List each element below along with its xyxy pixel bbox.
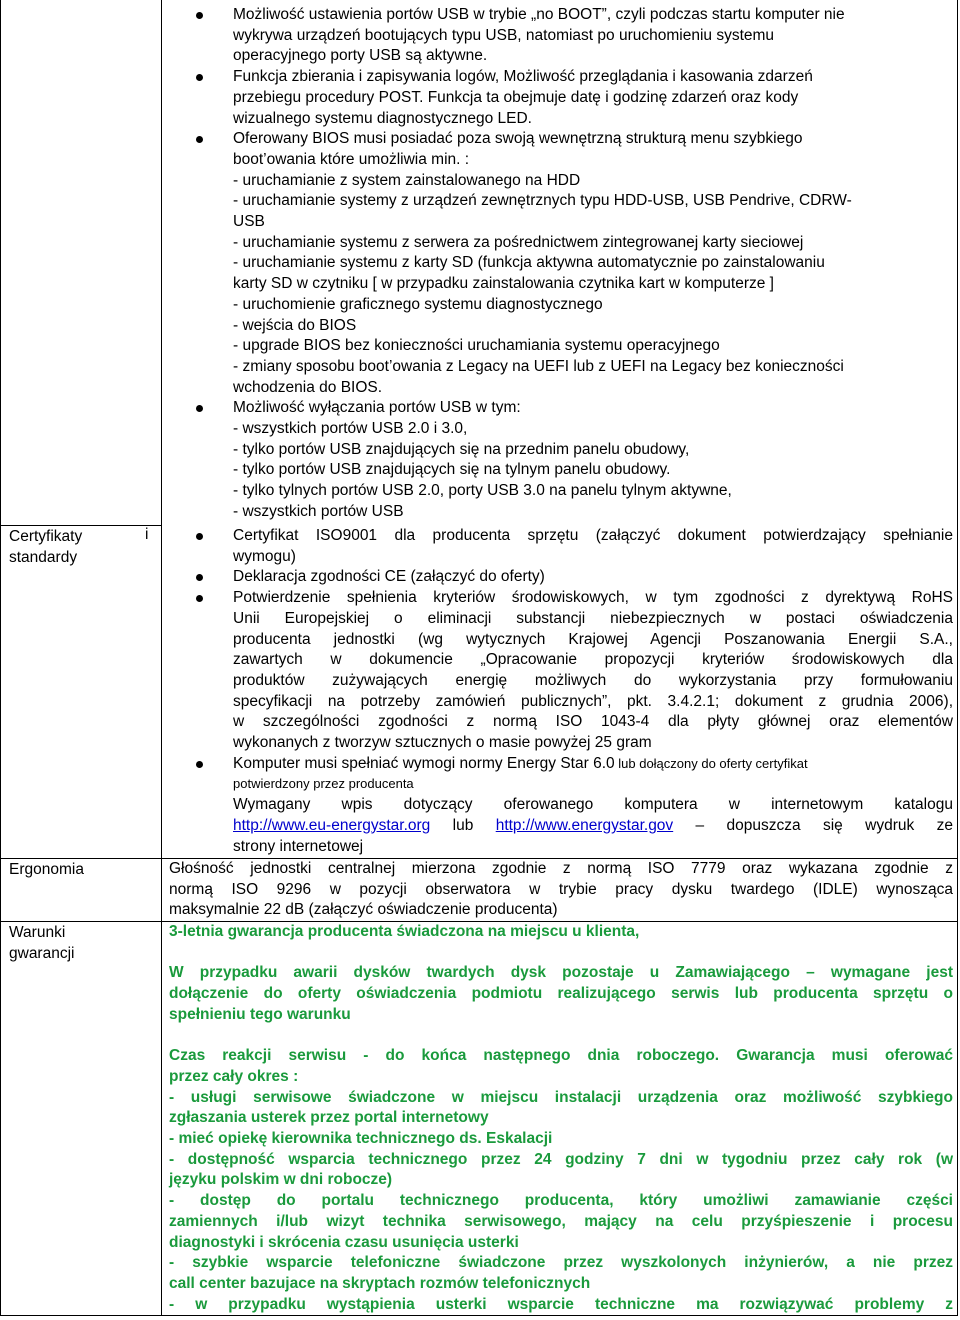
text-line: Unii Europejskiej o eliminacji substancji niebezpiecznych w postaci oświadczenia (233, 609, 953, 627)
text-line: wizualnego systemu diagnostycznego LED. (233, 109, 532, 127)
text-line: - tylko portów USB znajdujących się na tylnym panelu obudowy. (233, 461, 671, 479)
text-line: - wszystkich portów USB (233, 502, 404, 520)
text-line: specyfikacji na potrzeby zamówień publicznych”, pkt. 3.4.2.1; dokument z grudnia 2006), (233, 692, 953, 710)
energystar-link[interactable]: http://www.energystar.gov (495, 816, 674, 834)
text-line: Możliwość wyłączania portów USB w tym: (233, 399, 521, 417)
text-line: potwierdzony przez producenta (233, 776, 414, 792)
text-line: - tylko portów USB znajdujących się na przednim panelu obudowy, (233, 440, 690, 458)
text-line: wymogu) (233, 547, 296, 565)
text-line: Deklaracja zgodności CE (załączyć do oferty) (233, 568, 545, 586)
bios-features-section (233, 5, 955, 523)
text-line: boot’owania które umożliwia min. : (233, 150, 470, 168)
text-line: Oferowany BIOS musi posiadać poza swoją wewnętrzną strukturą menu szybkiego (233, 130, 803, 148)
text-line: - upgrade BIOS bez konieczności uruchamiania systemu operacyjnego (233, 337, 720, 355)
text-line: zgłaszania usterek przez portal internetowy (169, 1109, 489, 1127)
row-label-certificates (9, 526, 82, 568)
certificate-note: lub dołączony do oferty certyfikat (614, 755, 808, 771)
text-line: Czas reakcji serwisu - do końca następnego dnia roboczego. Gwarancja musi oferować (169, 1047, 953, 1065)
text-line: - uruchamianie systemu z serwera za pośrednictwem zintegrowanej karty sieciowej (233, 233, 804, 251)
bullet-energy-star (233, 754, 953, 858)
warranty-section (169, 922, 953, 1315)
text-line: - mieć opiekę kierownika technicznego ds. Eskalacji (169, 1130, 553, 1147)
text-line: - zmiany sposobu boot’owania z Legacy na UEFI lub z UEFI na Legacy bez konieczności (233, 357, 844, 375)
text-line: dołączenie do oferty oświadczenia podmiotu realizującego serwis lub producenta sprzętu o (169, 985, 953, 1003)
ergonomics-section (169, 859, 953, 921)
text-line: call center bazujace na skryptach rozmów telefonicznych (169, 1274, 591, 1292)
text-line: diagnostyki i skrócenia czasu usunięcia usterki (169, 1233, 519, 1251)
text-line: producenta jednostki (wg wytycznych Krajowej Agencji Poszanowania Energii S.A., (233, 630, 953, 648)
label-line: gwarancji (9, 945, 75, 962)
text-line (233, 816, 953, 837)
text-line: - dostęp do portalu technicznego producenta, który umożliwi zamawianie części (169, 1192, 953, 1210)
text-line: maksymalnie 22 dB (załączyć oświadczenie producenta) (169, 901, 558, 919)
row-label-ergonomics: Ergonomia (9, 861, 84, 878)
text-rest: – dopuszcza się wydruk ze (673, 816, 953, 834)
text-line: Głośność jednostki centralnej mierzona zgodnie z normą ISO 7779 oraz wykazana zgodnie z (169, 860, 953, 877)
bullet-ce (233, 567, 953, 588)
text-line: - dostępność wsparcia technicznego przez 24 godziny 7 dni w tygodniu przez cały rok (w (169, 1150, 953, 1168)
bullet-post-logs (233, 67, 955, 129)
label-line: standardy (9, 549, 78, 566)
text-line: karty SD w czytniku [ w przypadku zainstalowania czytnika kart w komputerze ] (233, 275, 774, 293)
text-line: - tylko tylnych portów USB 2.0, porty USB 3.0 na panelu tylnym aktywne, (233, 482, 732, 500)
text-line: wykonanych z tworzyw sztucznych o masie powyżej 25 gram (233, 734, 652, 752)
text-line: zamiennych i/lub wizyt technika serwisowego, mający na celu przyśpieszenie i procesu (169, 1212, 953, 1230)
bullet-rohs (233, 588, 953, 754)
bullet-icon (196, 12, 203, 19)
text-line: zawartych w dokumencie „Opracowanie propozycji kryteriów środowiskowych dla (233, 651, 953, 669)
text-line: W przypadku awarii dysków twardych dysk pozostaje u Zamawiającego – wymagane jest (169, 964, 953, 982)
bullet-icon (196, 533, 203, 540)
text-line: Funkcja zbierania i zapisywania logów, Możliwość przeglądania i kasowania zdarzeń (233, 68, 813, 86)
bullet-usb-noboot (233, 5, 955, 67)
eu-energystar-link[interactable]: http://www.eu-energystar.org (233, 816, 431, 834)
text-line: Potwierdzenie spełnienia kryteriów środowiskowych, w tym zgodności z dyrektywą RoHS (233, 589, 953, 607)
energy-star-text: Komputer musi spełniać wymogi normy Energy Star 6.0 (233, 754, 615, 772)
label-line: Warunki (9, 924, 66, 941)
bullet-usb-disable (233, 398, 955, 522)
text-line: Certyfikat ISO9001 dla producenta sprzętu (załączyć dokument potwierdzający spełnianie (233, 527, 953, 544)
text-line: języku polskim w dni robocze) (169, 1171, 393, 1189)
warranty-type: 3-letnia gwarancja producenta świadczona na miejscu u klienta, (169, 923, 640, 940)
text-line: - uruchomienie graficznego systemu diagnostycznego (233, 295, 603, 313)
text-line: wchodzenia do BIOS. (233, 378, 383, 396)
text-line: - szybkie wsparcie telefoniczne świadczone przez wyszkolonych inżynierów, a nie przez (169, 1254, 953, 1272)
text-line: Wymagany wpis dotyczący oferowanego komputera w internetowym katalogu (233, 796, 953, 814)
bullet-icon (196, 761, 203, 768)
text-line: przebiegu procedury POST. Funkcja ta obejmuje datę i godzinę zdarzeń oraz kody (233, 88, 799, 106)
column-divider (161, 0, 162, 1315)
row-label-warranty (9, 922, 74, 964)
text-line: strony internetowej (233, 837, 364, 855)
text-line: wykrywa urządzeń bootujących typu USB, natomiast po uruchomieniu systemu (233, 26, 775, 44)
text-line: - wszystkich portów USB 2.0 i 3.0, (233, 420, 468, 438)
text-line: - usługi serwisowe świadczone w miejscu instalacji urządzenia oraz możliwość szybkiego (169, 1088, 953, 1106)
text-line: - uruchamianie systemu z karty SD (funkcja aktywna automatycznie po zainstalowaniu (233, 254, 825, 272)
text-line: spełnieniu tego warunku (169, 1005, 351, 1023)
bullet-boot-menu (233, 129, 955, 398)
cert-marker: i (145, 526, 149, 543)
or-word: lub (430, 816, 496, 834)
text-line: USB (233, 213, 265, 231)
text-line: przez cały okres : (169, 1067, 299, 1085)
text-line: normą ISO 9296 w pozycji obserwatora w trybie pracy dysku twardego (IDLE) wynosząca (169, 880, 953, 898)
bullet-iso9001 (233, 526, 953, 567)
label-line: Certyfikaty (9, 528, 83, 545)
text-line: w szczególności zgodności z normą ISO 1043-4 dla płyty głównej oraz elementów (233, 713, 953, 731)
text-line: - uruchamianie z system zainstalowanego na HDD (233, 171, 581, 189)
text-line: - w przypadku wystąpienia usterki wsparcie techniczne ma rozwiązywać problemy z (169, 1295, 953, 1313)
text-line: - wejścia do BIOS (233, 316, 357, 334)
text-line: produktów zużywających energię możliwych do wykorzystania przy formułowaniu (233, 671, 953, 689)
text-line (233, 754, 953, 775)
text-line: - uruchamianie systemy z urządzeń zewnętrznych typu HDD-USB, USB Pendrive, CDRW- (233, 192, 852, 210)
certificates-section (233, 526, 953, 857)
text-line: operacyjnego porty USB są aktywne. (233, 47, 488, 65)
text-line: Możliwość ustawienia portów USB w trybie „no BOOT”, czyli podczas startu komputer nie (233, 6, 845, 23)
